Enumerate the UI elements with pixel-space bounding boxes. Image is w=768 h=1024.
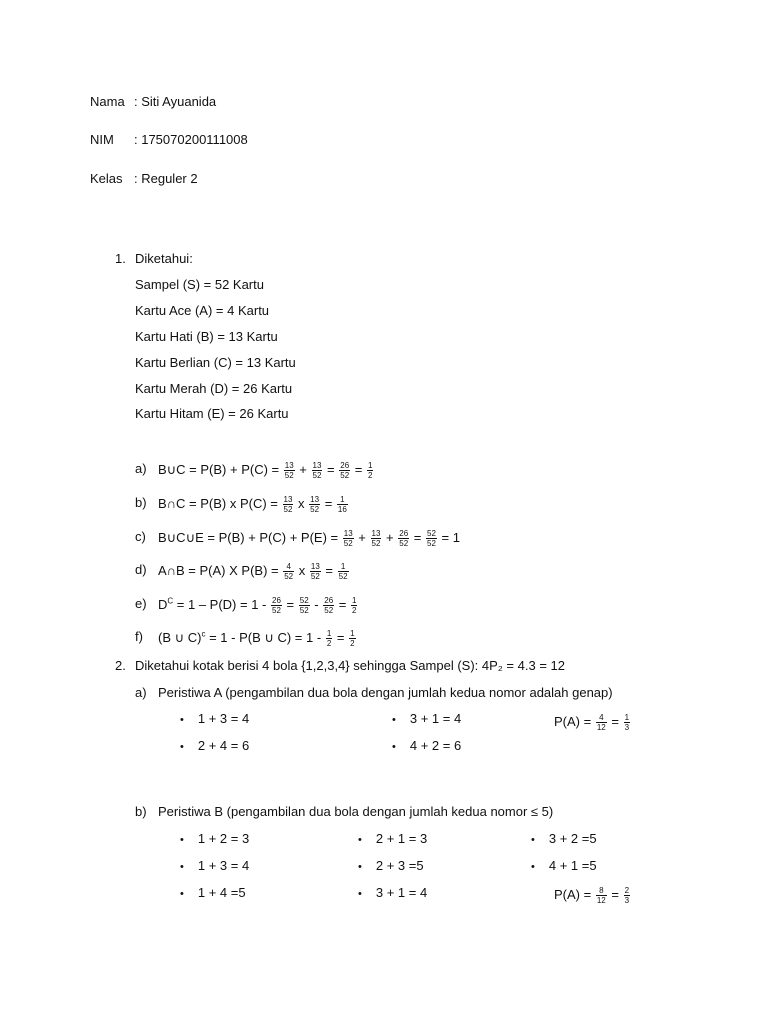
q1-given: Kartu Ace (A) = 4 Kartu — [135, 303, 270, 318]
q1d-label: d) — [135, 562, 147, 577]
q1c-label: c) — [135, 529, 146, 544]
list-item: • 2 + 3 =5 — [358, 858, 424, 873]
bullet-icon: • — [180, 861, 184, 873]
list-item: • 3 + 1 = 4 — [392, 711, 462, 726]
q2a-title: Peristiwa A (pengambilan dua bola dengan jumlah kedua nomor adalah genap) — [158, 685, 613, 700]
q1-given: Kartu Merah (D) = 26 Kartu — [135, 381, 293, 396]
bullet-icon: • — [180, 714, 184, 726]
bullet-icon: • — [358, 834, 362, 846]
q2b-label: b) — [135, 804, 147, 819]
kelas-value: : Reguler 2 — [134, 171, 198, 186]
q1e-equation: $D^C = 1 - P(D) = 1$ - $\frac{26}{52}$ = $\frac{52}{52}$ - $\frac{26}{52}$ = $\frac{1}{2}$ — [158, 596, 357, 615]
list-item: • 1 + 2 = 3 — [180, 831, 250, 846]
q1b-label: b) — [135, 495, 147, 510]
bullet-icon: • — [358, 861, 362, 873]
list-item: • 2 + 1 = 3 — [358, 831, 428, 846]
list-item: • 1 + 3 = 4 — [180, 711, 250, 726]
list-item: • 3 + 1 = 4 — [358, 885, 428, 900]
list-item: • 1 + 3 = 4 — [180, 858, 250, 873]
bullet-icon: • — [531, 834, 535, 846]
kelas-label: Kelas — [90, 171, 123, 186]
list-item: • 3 + 2 =5 — [531, 831, 597, 846]
bullet-icon: • — [531, 861, 535, 873]
q1e-label: e) — [135, 596, 147, 611]
list-item: • 2 + 4 = 6 — [180, 738, 250, 753]
bullet-icon: • — [392, 714, 396, 726]
q1-title: Diketahui: — [135, 251, 193, 266]
q1a-equation: B∪C = P(B) + P(C) = $\frac{13}{52}$ + $\frac{13}{52}$ = $\frac{26}{52}$ = $\frac{1}{2}$ — [158, 461, 373, 480]
nama-label: Nama — [90, 94, 125, 109]
bullet-icon: • — [180, 834, 184, 846]
bullet-icon: • — [358, 888, 362, 900]
q2-intro: Diketahui kotak berisi 4 bola {1,2,3,4} sehingga Sampel (S): 4P₂ = 4.3 = 12 — [135, 658, 565, 673]
nama-value: : Siti Ayuanida — [134, 94, 217, 109]
q1a-label: a) — [135, 461, 147, 476]
q2a-probability: P(A) = $\frac{4}{12}$ = $\frac{1}{3}$ — [554, 713, 630, 732]
q2b-title: Peristiwa B (pengambilan dua bola dengan jumlah kedua nomor ≤ 5) — [158, 804, 554, 819]
q1d-equation: A∩B = P(A) X P(B) = $\frac{4}{52}$ x $\frac{13}{52}$ = $\frac{1}{52}$ — [158, 562, 348, 581]
q1f-label: f) — [135, 629, 143, 644]
nim-value: : 175070200111008 — [134, 132, 248, 147]
q2b-probability: P(A) = $\frac{8}{12}$ = $\frac{2}{3}$ — [554, 886, 630, 905]
bullet-icon: • — [392, 741, 396, 753]
list-item: • 4 + 1 =5 — [531, 858, 597, 873]
bullet-icon: • — [180, 741, 184, 753]
q1-given: Sampel (S) = 52 Kartu — [135, 277, 264, 292]
list-item: • 1 + 4 =5 — [180, 885, 246, 900]
q2a-label: a) — [135, 685, 147, 700]
q1-number: 1. — [115, 251, 126, 266]
q1-given: Kartu Hati (B) = 13 Kartu — [135, 329, 278, 344]
q1f-equation: (B ∪ C)$^c$ = 1 - P(B ∪ C) = 1 - $\frac{1}{2}$ = $\frac{1}{2}$ — [158, 629, 355, 648]
bullet-icon: • — [180, 888, 184, 900]
nim-label: NIM — [90, 132, 114, 147]
q1b-equation: B∩C = P(B) x P(C) = $\frac{13}{52}$ x $\frac{13}{52}$ = $\frac{1}{16}$ — [158, 495, 347, 514]
q1-given: Kartu Hitam (E) = 26 Kartu — [135, 406, 289, 421]
q1-given: Kartu Berlian (C) = 13 Kartu — [135, 355, 296, 370]
list-item: • 4 + 2 = 6 — [392, 738, 462, 753]
q2-number: 2. — [115, 658, 126, 673]
q1c-equation: B∪C∪E = P(B) + P(C) + P(E) = $\frac{13}{52}$ + $\frac{13}{52}$ + $\frac{26}{52}$ = $\frac{52}{52}$ = 1 — [158, 529, 460, 548]
